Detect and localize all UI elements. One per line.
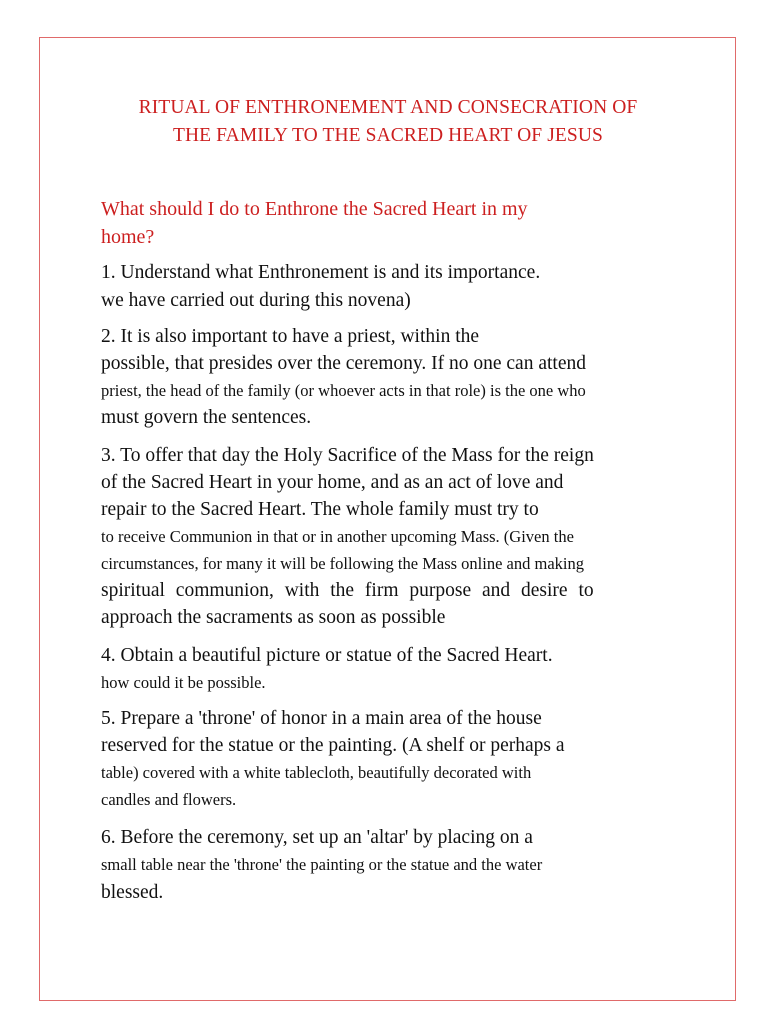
- item-3-line-7: approach the sacraments as soon as possible: [101, 607, 446, 628]
- item-2-line-3: priest, the head of the family (or whoever acts in that role) is the one who: [101, 381, 586, 400]
- item-1-line-1: 1. Understand what Enthronement is and its importance.: [101, 262, 541, 283]
- item-6-line-3: blessed.: [101, 882, 164, 903]
- item-3-line-3: repair to the Sacred Heart. The whole family must try to: [101, 499, 539, 520]
- item-3-line-5: circumstances, for many it will be following the Mass online and making: [101, 554, 584, 573]
- item-3-line-4: to receive Communion in that or in another upcoming Mass. (Given the: [101, 527, 574, 546]
- item-4-line-2: how could it be possible.: [101, 673, 266, 692]
- item-5-line-2: reserved for the statue or the painting. (A shelf or perhaps a: [101, 735, 565, 756]
- document-title: [60, 94, 716, 150]
- item-3-line-2: of the Sacred Heart in your home, and as an act of love and: [101, 472, 564, 493]
- item-2-line-4: must govern the sentences.: [101, 407, 312, 428]
- item-1-line-2: we have carried out during this novena): [101, 290, 411, 311]
- item-5-line-1: 5. Prepare a 'throne' of honor in a main area of the house: [101, 708, 542, 729]
- item-3-line-6: spiritual communion, with the firm purpose and desire to: [101, 580, 594, 601]
- item-3-line-1: 3. To offer that day the Holy Sacrifice of the Mass for the reign: [101, 445, 594, 466]
- title-line-1: RITUAL OF ENTHRONEMENT AND CONSECRATION OF: [138, 97, 638, 118]
- question-line-1: What should I do to Enthrone the Sacred Heart in my: [101, 198, 528, 220]
- item-6-line-1: 6. Before the ceremony, set up an 'altar' by placing on a: [101, 827, 533, 848]
- item-2-line-1: 2. It is also important to have a priest, within the: [101, 326, 480, 347]
- question-line-2: home?: [101, 226, 155, 248]
- item-2-line-2: possible, that presides over the ceremony. If no one can attend: [101, 353, 586, 374]
- item-5-line-4: candles and flowers.: [101, 790, 237, 809]
- item-5-line-3: table) covered with a white tablecloth, beautifully decorated with: [101, 763, 532, 782]
- title-line-2: THE FAMILY TO THE SACRED HEART OF JESUS: [172, 125, 603, 146]
- item-4-line-1: 4. Obtain a beautiful picture or statue of the Sacred Heart.: [101, 645, 553, 666]
- item-6-line-2: small table near the 'throne' the painting or the statue and the water: [101, 855, 543, 874]
